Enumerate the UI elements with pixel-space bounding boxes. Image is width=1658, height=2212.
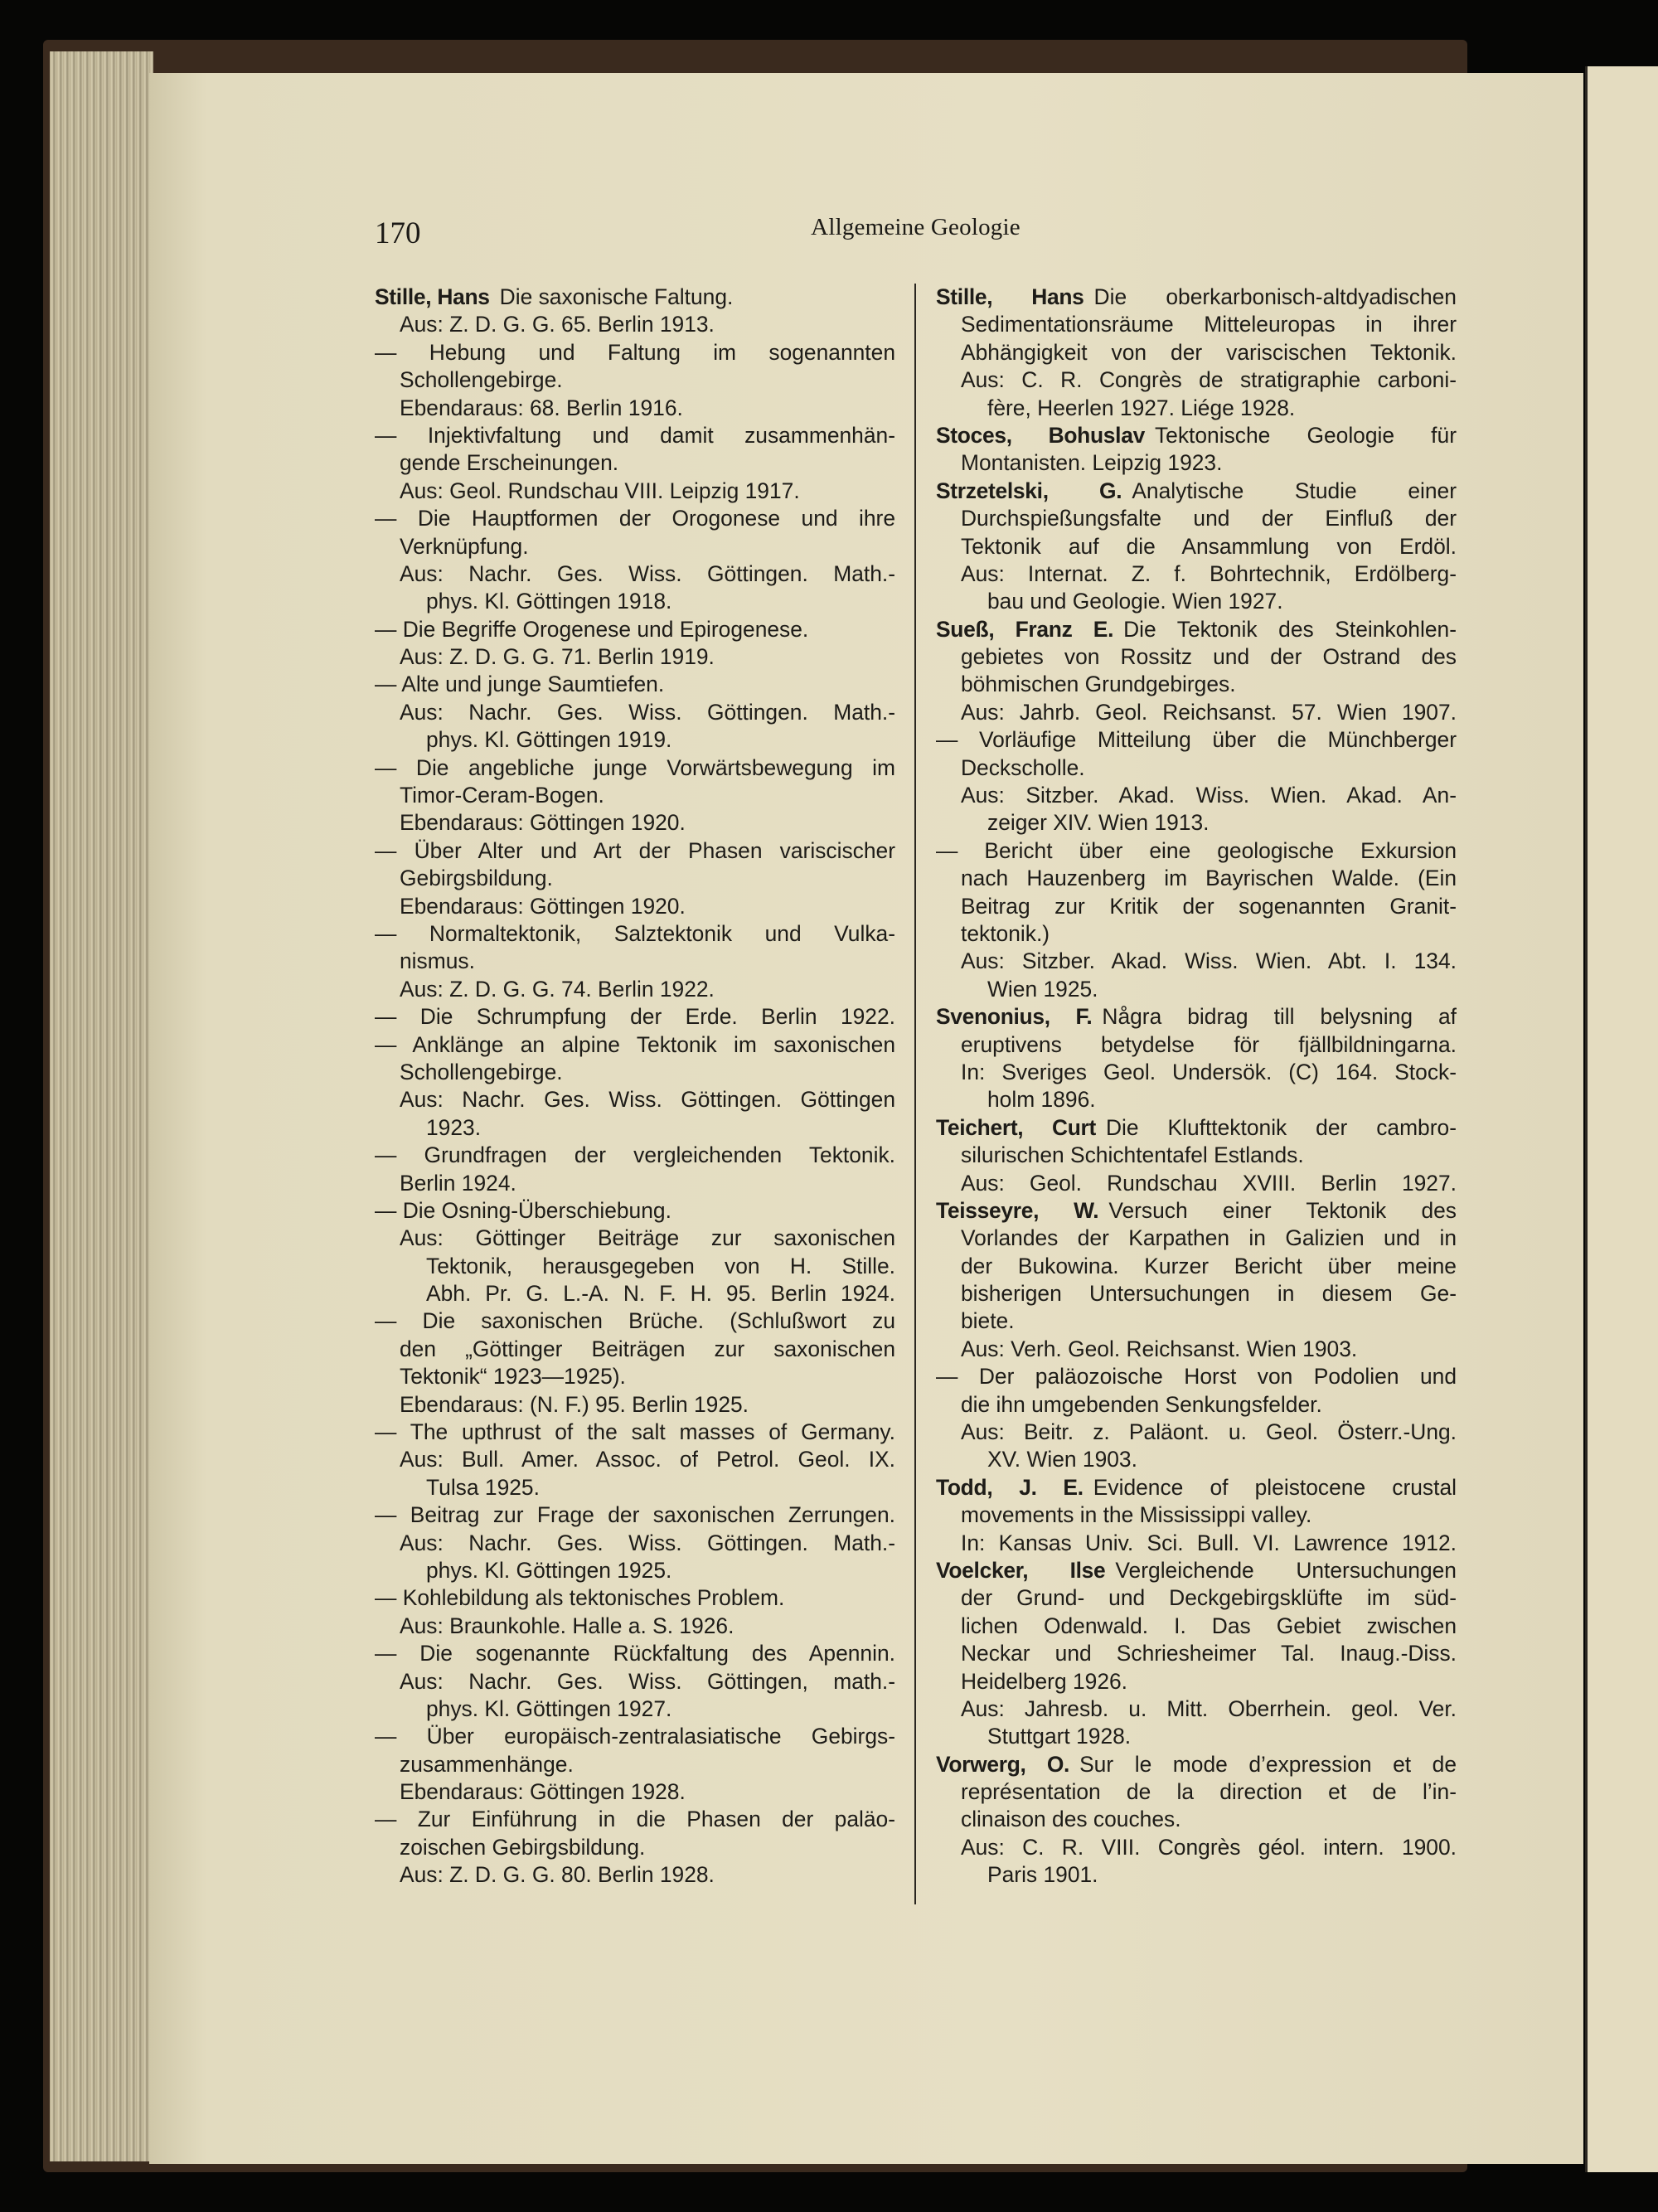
citation-text: gebietes von Rossitz und der Ostrand des: [961, 644, 1457, 670]
author-name: Todd, J. E.: [936, 1474, 1084, 1500]
entry-line: [375, 1584, 895, 1612]
citation-text: Aus: Braunkohle. Halle a. S. 1926.: [400, 1613, 734, 1638]
entry-line: [936, 1834, 1457, 1861]
entry-line: [936, 1419, 1457, 1446]
entry-first-line: [936, 1474, 1457, 1501]
entry-first-line: [936, 1751, 1457, 1778]
entry-line: [375, 976, 895, 1003]
citation-text: Sedimentationsräume Mitteleuropas in ihrer: [961, 312, 1457, 337]
citation-text: Aus: Nachr. Ges. Wiss. Göttingen. Göttingen: [400, 1087, 895, 1113]
citation-text: Aus: Jahrb. Geol. Reichsanst. 57. Wien 1907.: [961, 699, 1457, 725]
citation-text: Gebirgsbildung.: [400, 866, 553, 891]
citation-text: Schollengebirge.: [400, 367, 563, 393]
facing-page-edge: [1585, 66, 1658, 2172]
citation-text: — Alte und junge Saumtiefen.: [375, 672, 665, 697]
entry-line: [375, 1861, 895, 1889]
citation-text: 1923.: [426, 1114, 482, 1140]
entry-line: [375, 1142, 895, 1169]
citation-text: Beitrag zur Kritik der sogenannten Granit-: [961, 893, 1457, 919]
citation-text: — Die Hauptformen der Orogonese und ihre: [375, 506, 895, 531]
entry-line: [375, 311, 895, 338]
entry-first-line: [936, 1003, 1457, 1031]
citation-text: XV. Wien 1903.: [987, 1447, 1137, 1472]
citation-text: Verknüpfung.: [400, 533, 529, 559]
citation-text: Vorlandes der Karpathen in Galizien und in: [961, 1225, 1457, 1251]
citation-text: — Die Osning-Überschiebung.: [375, 1197, 671, 1223]
citation-text: Aus: Nachr. Ges. Wiss. Göttingen, math.-: [400, 1668, 895, 1694]
citation-text: — Die Schrumpfung der Erde. Berlin 1922.: [375, 1004, 895, 1030]
bibliography-entry: [936, 616, 1457, 1003]
citation-text: biete.: [961, 1308, 1015, 1334]
entry-line: [936, 339, 1457, 366]
entry-first-line: [936, 1197, 1457, 1225]
entry-line: [936, 1059, 1457, 1086]
citation-text: Aus: Nachr. Ges. Wiss. Göttingen. Math.-: [400, 560, 895, 586]
citation-text: Ebendaraus: Göttingen 1928.: [400, 1779, 686, 1805]
entry-line: [936, 699, 1457, 726]
author-name: Voelcker, Ilse: [936, 1557, 1106, 1583]
entry-line: [936, 920, 1457, 948]
citation-text: Aus: Z. D. G. G. 65. Berlin 1913.: [400, 312, 715, 337]
entry-line: [375, 1225, 895, 1252]
citation-text: Berlin 1924.: [400, 1170, 516, 1196]
citation-text: Aus: Jahresb. u. Mitt. Oberrhein. geol. Ver.: [961, 1695, 1457, 1721]
entry-line: [375, 671, 895, 698]
citation-text: Aus: Beitr. z. Paläont. u. Geol. Österr.-Ung.: [961, 1419, 1457, 1445]
citation-text: nismus.: [400, 948, 475, 974]
bibliography-entry: [375, 284, 895, 1889]
entry-line: [375, 920, 895, 948]
entry-line: [375, 1751, 895, 1778]
entry-line: [936, 311, 1457, 338]
entry-line: [936, 948, 1457, 975]
entry-line: [375, 395, 895, 422]
citation-text: Tektonik auf die Ansammlung von Erdöl.: [961, 533, 1457, 559]
citation-text: In: Sveriges Geol. Undersök. (C) 164. Stock-: [961, 1059, 1457, 1084]
entry-first-line: [936, 616, 1457, 643]
citation-text: Neckar und Schriesheimer Tal. Inaug.-Diss.: [961, 1641, 1457, 1666]
author-name: Teisseyre, W.: [936, 1197, 1099, 1223]
entry-line: [375, 809, 895, 837]
citation-text: Tektonik, herausgegeben von H. Stille.: [426, 1253, 895, 1278]
bibliography-entry: [936, 478, 1457, 616]
citation-text: zusammenhänge.: [400, 1751, 574, 1777]
citation-text: — Kohlebildung als tektonisches Problem.: [375, 1585, 785, 1611]
author-name: Stille, Hans: [936, 284, 1084, 309]
citation-text: In: Kansas Univ. Sci. Bull. VI. Lawrence 1912.: [961, 1530, 1457, 1555]
citation-text: Några bidrag till belysning af: [1102, 1004, 1457, 1030]
entry-line: [375, 837, 895, 865]
citation-text: zoischen Gebirgsbildung.: [400, 1834, 646, 1860]
entry-line: [936, 1086, 1457, 1113]
entry-line: [936, 1031, 1457, 1059]
entry-line: [375, 1446, 895, 1473]
citation-text: Aus: Göttinger Beiträge zur saxonischen: [400, 1225, 895, 1251]
citation-text: Aus: Nachr. Ges. Wiss. Göttingen. Math.-: [400, 699, 895, 725]
citation-text: Aus: C. R. VIII. Congrès géol. intern. 1900.: [961, 1834, 1457, 1860]
entry-line: [375, 754, 895, 782]
citation-text: Stuttgart 1928.: [987, 1724, 1132, 1749]
citation-text: Abh. Pr. G. L.-A. N. F. H. 95. Berlin 1924.: [426, 1281, 895, 1307]
entry-line: [375, 1003, 895, 1031]
entry-line: [375, 1170, 895, 1197]
citation-text: phys. Kl. Göttingen 1927.: [426, 1695, 672, 1721]
entry-line: [375, 616, 895, 643]
entry-first-line: [375, 284, 895, 311]
bibliography-entry: [936, 284, 1457, 422]
entry-line: [936, 1446, 1457, 1473]
citation-text: tektonik.): [961, 920, 1050, 946]
entry-line: [936, 754, 1457, 782]
citation-text: Die oberkarbonisch-altdyadischen: [1093, 284, 1457, 309]
entry-line: [375, 1363, 895, 1390]
entry-line: [375, 699, 895, 726]
citation-text: Ebendaraus: (N. F.) 95. Berlin 1925.: [400, 1391, 749, 1417]
author-name: Teichert, Curt: [936, 1114, 1096, 1140]
entry-line: [936, 449, 1457, 477]
entry-line: [936, 533, 1457, 560]
citation-text: Aus: Z. D. G. G. 80. Berlin 1928.: [400, 1862, 715, 1888]
entry-line: [375, 1640, 895, 1667]
citation-text: der Bukowina. Kurzer Bericht über meine: [961, 1253, 1457, 1278]
entry-line: [375, 1668, 895, 1695]
citation-text: Timor-Ceram-Bogen.: [400, 783, 604, 808]
entry-line: [936, 1501, 1457, 1529]
entry-line: [936, 1253, 1457, 1280]
citation-text: die ihn umgebenden Senkungsfelder.: [961, 1391, 1322, 1417]
citation-text: — Der paläozoische Horst von Podolien und: [936, 1364, 1457, 1390]
page-number: 170: [375, 216, 421, 250]
citation-text: gende Erscheinungen.: [400, 450, 619, 476]
citation-text: Heidelberg 1926.: [961, 1668, 1128, 1694]
citation-text: Versuch einer Tektonik des: [1108, 1197, 1457, 1223]
citation-text: — Vorläufige Mitteilung über die Münchberger: [936, 727, 1457, 753]
entry-line: [375, 1253, 895, 1280]
citation-text: représentation de la direction et de l’in-: [961, 1779, 1457, 1805]
citation-text: — Anklänge an alpine Tektonik im saxonischen: [375, 1031, 895, 1057]
entry-line: [936, 1530, 1457, 1557]
entry-line: [936, 837, 1457, 865]
citation-text: bau und Geologie. Wien 1927.: [987, 589, 1283, 614]
citation-text: lichen Odenwald. I. Das Gebiet zwischen: [961, 1613, 1457, 1638]
entry-line: [375, 1530, 895, 1557]
entry-line: [375, 366, 895, 394]
citation-text: Aus: Geol. Rundschau VIII. Leipzig 1917.: [400, 478, 800, 503]
citation-text: Aus: Z. D. G. G. 71. Berlin 1919.: [400, 644, 715, 670]
citation-text: phys. Kl. Göttingen 1918.: [426, 589, 672, 614]
entry-line: [375, 1086, 895, 1113]
citation-text: Tektonik“ 1923—1925).: [400, 1364, 626, 1390]
entry-line: [375, 948, 895, 975]
entry-line: [936, 588, 1457, 615]
entry-line: [375, 1280, 895, 1307]
entry-line: [936, 1584, 1457, 1612]
entry-line: [375, 588, 895, 615]
author-name: Stoces, Bohuslav: [936, 422, 1145, 448]
citation-text: Aus: C. R. Congrès de stratigraphie carboni-: [961, 367, 1457, 393]
citation-text: zeiger XIV. Wien 1913.: [987, 810, 1210, 836]
entry-line: [375, 782, 895, 809]
entry-line: [375, 1197, 895, 1225]
citation-text: Aus: Bull. Amer. Assoc. of Petrol. Geol. IX.: [400, 1447, 895, 1472]
entry-line: [936, 1307, 1457, 1335]
entry-line: [936, 1225, 1457, 1252]
entry-line: [936, 395, 1457, 422]
author-name: Sueß, Franz E.: [936, 616, 1114, 642]
entry-first-line: [936, 422, 1457, 449]
citation-text: Durchspießungsfalte und der Einfluß der: [961, 506, 1457, 531]
citation-text: Die Tektonik des Steinkohlen-: [1123, 616, 1457, 642]
entry-line: [936, 1723, 1457, 1750]
bibliography-entry: [936, 1557, 1457, 1751]
citation-text: Tulsa 1925.: [426, 1474, 540, 1500]
entry-first-line: [936, 478, 1457, 505]
entry-line: [936, 1170, 1457, 1197]
citation-text: — Über Alter und Art der Phasen variscischer: [375, 837, 895, 863]
entry-line: [936, 976, 1457, 1003]
entry-line: [375, 1419, 895, 1446]
citation-text: Aus: Sitzber. Akad. Wiss. Wien. Akad. An-: [961, 783, 1457, 808]
citation-text: — Injektivfaltung und damit zusammenhän-: [375, 422, 895, 448]
page-stack-edge: [50, 51, 153, 2161]
entry-line: [936, 1336, 1457, 1363]
citation-text: — Die angebliche junge Vorwärtsbewegung im: [375, 754, 895, 780]
citation-text: Vergleichende Untersuchungen: [1115, 1557, 1457, 1583]
citation-text: Tektonische Geologie für: [1154, 422, 1457, 448]
citation-text: den „Göttinger Beiträgen zur saxonischen: [400, 1336, 895, 1361]
citation-text: Aus: Z. D. G. G. 74. Berlin 1922.: [400, 976, 715, 1002]
citation-text: — Über europäisch-zentralasiatische Gebirgs-: [375, 1724, 895, 1749]
citation-text: — The upthrust of the salt masses of Germany.: [375, 1419, 895, 1445]
citation-text: clinaison des couches.: [961, 1807, 1181, 1832]
citation-text: Aus: Nachr. Ges. Wiss. Göttingen. Math.-: [400, 1530, 895, 1555]
citation-text: Montanisten. Leipzig 1923.: [961, 450, 1223, 476]
entry-line: [375, 1557, 895, 1584]
citation-text: — Beitrag zur Frage der saxonischen Zerrungen.: [375, 1502, 895, 1528]
citation-text: holm 1896.: [987, 1087, 1096, 1113]
entry-line: [375, 1307, 895, 1335]
entry-line: [936, 782, 1457, 809]
entry-line: [375, 1391, 895, 1419]
citation-text: — Die saxonischen Brüche. (Schlußwort zu: [375, 1308, 895, 1334]
entry-line: [375, 1501, 895, 1529]
entry-line: [936, 1668, 1457, 1695]
entry-line: [936, 1640, 1457, 1667]
citation-text: Wien 1925.: [987, 976, 1098, 1002]
entry-line: [936, 671, 1457, 698]
author-name: Vorwerg, O.: [936, 1751, 1070, 1777]
entry-first-line: [936, 1114, 1457, 1142]
entry-line: [936, 505, 1457, 532]
page-header: [375, 214, 1457, 252]
right-column: [936, 284, 1457, 1889]
bibliography-entry: [936, 1751, 1457, 1889]
citation-text: phys. Kl. Göttingen 1919.: [426, 727, 672, 753]
citation-text: Abhängigkeit von der variscischen Tektonik.: [961, 339, 1457, 365]
entry-first-line: [936, 284, 1457, 311]
citation-text: der Grund- und Deckgebirgsklüfte im süd-: [961, 1585, 1457, 1611]
entry-line: [375, 1336, 895, 1363]
entry-line: [936, 1391, 1457, 1419]
entry-line: [375, 533, 895, 560]
citation-text: Evidence of pleistocene crustal: [1093, 1474, 1457, 1500]
entry-line: [936, 1861, 1457, 1889]
left-column: [375, 284, 895, 1889]
entry-line: [936, 1363, 1457, 1390]
author-name: Stille, Hans: [375, 284, 490, 309]
citation-text: Aus: Internat. Z. f. Bohrtechnik, Erdölberg-: [961, 560, 1457, 586]
entry-line: [375, 1114, 895, 1142]
citation-text: — Bericht über eine geologische Exkursion: [936, 837, 1457, 863]
bibliography-entry: [936, 1474, 1457, 1557]
citation-text: Aus: Geol. Rundschau XVIII. Berlin 1927.: [961, 1170, 1457, 1196]
citation-text: — Normaltektonik, Salztektonik und Vulka-: [375, 920, 895, 946]
citation-text: Die saxonische Faltung.: [499, 284, 734, 309]
bibliography-entry: [936, 422, 1457, 478]
entry-line: [375, 1613, 895, 1640]
entry-line: [936, 1806, 1457, 1833]
entry-line: [375, 339, 895, 366]
entry-line: [936, 865, 1457, 892]
entry-line: [375, 865, 895, 892]
entry-line: [375, 478, 895, 505]
bibliography-entry: [936, 1003, 1457, 1114]
citation-text: nach Hauzenberg im Bayrischen Walde. (Ein: [961, 866, 1457, 891]
citation-text: — Zur Einführung in die Phasen der paläo-: [375, 1807, 895, 1832]
citation-text: — Die Begriffe Orogenese und Epirogenese.: [375, 616, 809, 642]
citation-text: — Die sogenannte Rückfaltung des Apennin.: [375, 1641, 895, 1666]
citation-text: Aus: Verh. Geol. Reichsanst. Wien 1903.: [961, 1336, 1358, 1361]
entry-line: [936, 1142, 1457, 1169]
entry-line: [375, 505, 895, 532]
entry-first-line: [936, 1557, 1457, 1584]
citation-text: Aus: Sitzber. Akad. Wiss. Wien. Abt. I. 134.: [961, 948, 1457, 974]
citation-text: bisherigen Untersuchungen in diesem Ge-: [961, 1281, 1457, 1307]
citation-text: Schollengebirge.: [400, 1059, 563, 1084]
citation-text: Paris 1901.: [987, 1862, 1098, 1888]
entry-line: [375, 1059, 895, 1086]
citation-text: böhmischen Grundgebirges.: [961, 672, 1236, 697]
citation-text: fère, Heerlen 1927. Liége 1928.: [987, 395, 1296, 420]
entry-line: [375, 422, 895, 449]
citation-text: Deckscholle.: [961, 754, 1085, 780]
entry-line: [936, 726, 1457, 754]
citation-text: Die Klufttektonik der cambro-: [1105, 1114, 1457, 1140]
entry-line: [375, 1031, 895, 1059]
citation-text: eruptivens betydelse för fjällbildningarna.: [961, 1031, 1457, 1057]
citation-text: Sur le mode d’expression et de: [1079, 1751, 1457, 1777]
entry-line: [375, 560, 895, 588]
citation-text: Ebendaraus: Göttingen 1920.: [400, 893, 686, 919]
author-name: Strzetelski, G.: [936, 478, 1122, 503]
citation-text: movements in the Mississippi valley.: [961, 1502, 1312, 1528]
entry-line: [375, 643, 895, 671]
entry-line: [375, 1806, 895, 1833]
citation-text: phys. Kl. Göttingen 1925.: [426, 1557, 672, 1583]
citation-text: — Grundfragen der vergleichenden Tektonik.: [375, 1142, 895, 1168]
bibliography-entry: [936, 1114, 1457, 1197]
entry-line: [936, 1695, 1457, 1723]
entry-line: [936, 643, 1457, 671]
entry-line: [375, 1834, 895, 1861]
entry-line: [375, 1695, 895, 1723]
entry-line: [936, 893, 1457, 920]
column-divider: [914, 284, 916, 1904]
entry-line: [936, 560, 1457, 588]
entry-line: [375, 1723, 895, 1750]
entry-line: [375, 1778, 895, 1806]
bibliography-entry: [936, 1197, 1457, 1474]
citation-text: Analytische Studie einer: [1132, 478, 1457, 503]
entry-line: [375, 893, 895, 920]
entry-line: [936, 809, 1457, 837]
entry-line: [936, 1778, 1457, 1806]
entry-line: [375, 1474, 895, 1501]
entry-line: [936, 366, 1457, 394]
citation-text: Ebendaraus: Göttingen 1920.: [400, 810, 686, 836]
citation-text: Ebendaraus: 68. Berlin 1916.: [400, 395, 683, 420]
citation-text: silurischen Schichtentafel Estlands.: [961, 1142, 1304, 1168]
entry-line: [936, 1280, 1457, 1307]
entry-line: [375, 449, 895, 477]
entry-line: [936, 1613, 1457, 1640]
running-title: Allgemeine Geologie: [811, 214, 1020, 240]
entry-line: [375, 726, 895, 754]
author-name: Svenonius, F.: [936, 1004, 1093, 1030]
citation-text: — Hebung und Faltung im sogenannten: [375, 339, 895, 365]
